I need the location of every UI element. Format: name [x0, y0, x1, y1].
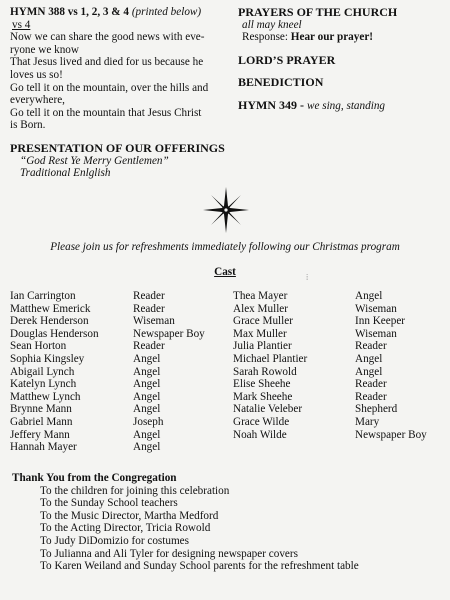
hymn-388-verse-line-3: That Jesus lived and died for us because he: [10, 56, 204, 69]
cast-roles-right: [355, 290, 427, 441]
cast-name: Douglas Henderson: [10, 327, 99, 340]
cast-role: Reader: [355, 378, 387, 391]
hymn-349-note: we sing, standing: [307, 99, 386, 112]
hymn-388-verse-line-5: Go tell it on the mountain, over the hills and: [10, 81, 209, 94]
cast-role: Angel: [133, 378, 161, 391]
cast-name: Grace Wilde: [233, 415, 290, 428]
cast-role: Angel: [133, 428, 161, 441]
thanks-item: To the Acting Director, Tricia Rowold: [40, 522, 211, 535]
cast-name: Alex Muller: [233, 302, 288, 315]
cast-name: Sean Horton: [10, 340, 67, 353]
cast-role: Wiseman: [355, 327, 397, 340]
cast-names-left: [10, 290, 99, 454]
cast-role: Angel: [133, 390, 161, 403]
cast-name: Katelyn Lynch: [10, 378, 77, 391]
cast-role: Joseph: [133, 415, 164, 428]
thanks-item: To Karen Weiland and Sunday School parents for the refreshment table: [40, 560, 359, 573]
left-column: [10, 6, 232, 180]
cast-role: Reader: [133, 340, 165, 353]
cast-name: Noah Wilde: [233, 428, 287, 441]
hymn-388-verse-line-1: Now we can share the good news with eve-: [10, 31, 205, 44]
scan-mark: ⁞: [306, 273, 309, 282]
cast-roles-left: [133, 290, 205, 454]
hymn-388-verse-line-2: ryone we know: [10, 43, 79, 56]
cast-role: Shepherd: [355, 403, 398, 416]
cast-name: Jeffery Mann: [10, 428, 70, 441]
prayers-response-label: Response:: [242, 31, 291, 44]
cast-name: Grace Muller: [233, 315, 293, 328]
cast-name: Thea Mayer: [233, 290, 288, 302]
cast-name: Michael Plantier: [233, 352, 308, 365]
cast-role: Angel: [133, 403, 161, 416]
cast-names-right: [233, 290, 307, 441]
hymn-349-title: HYMN 349 -: [238, 97, 307, 112]
cast-role: Angel: [355, 352, 383, 365]
cast-role: Reader: [133, 302, 165, 315]
right-column: [238, 6, 443, 113]
cast-name: Abigail Lynch: [10, 365, 75, 378]
hymn-388-verse-label: vs 4: [12, 18, 31, 31]
cast-name: Elise Sheehe: [233, 378, 291, 391]
cast-role: Inn Keeper: [355, 315, 406, 328]
hymn-388-verse-line-4: loves us so!: [10, 68, 63, 81]
hymn-388-title: HYMN 388 vs 1, 2, 3 & 4: [10, 6, 130, 18]
cast-name: Matthew Emerick: [10, 302, 91, 315]
offerings-origin: Traditional Enlglish: [20, 167, 111, 180]
thanks-item: To Julianna and Ali Tyler for designing newspaper covers: [40, 547, 298, 560]
cast-name: Natalie Veleber: [233, 403, 303, 416]
star-ornament-icon: [203, 187, 249, 233]
thanks-item: To the children for joining this celebration: [40, 484, 230, 497]
cast-role: Wiseman: [355, 302, 397, 315]
cast-role: Reader: [133, 290, 165, 302]
hymn-388-heading: [10, 6, 232, 19]
cast-name: Brynne Mann: [10, 403, 72, 416]
cast-name: Sarah Rowold: [233, 365, 297, 378]
cast-name: Sophia Kingsley: [10, 352, 85, 365]
lords-prayer-title: LORD’S PRAYER: [238, 52, 336, 67]
cast-name: Julia Plantier: [233, 340, 292, 353]
benediction-title: BENEDICTION: [238, 75, 324, 90]
thanks-section: [12, 472, 442, 573]
cast-role: Reader: [355, 390, 387, 403]
hymn-388-verse-line-7: Go tell it on the mountain that Jesus Christ: [10, 106, 202, 119]
cast-role: Angel: [355, 365, 383, 378]
cast-name: Matthew Lynch: [10, 390, 81, 403]
hymn-388-note: (printed below): [131, 6, 202, 18]
cast-role: Wiseman: [133, 315, 175, 328]
cast-name: Gabriel Mann: [10, 415, 73, 428]
prayers-title: PRAYERS OF THE CHURCH: [238, 5, 398, 19]
cast-title: Cast: [214, 266, 236, 278]
cast-role: Mary: [355, 415, 380, 428]
cast-role: Newspaper Boy: [355, 428, 427, 441]
thanks-item: To the Music Director, Martha Medford: [40, 509, 219, 522]
prayers-instruction: all may kneel: [242, 18, 302, 31]
cast-name: Mark Sheehe: [233, 390, 293, 403]
cast-role: Angel: [133, 365, 161, 378]
thanks-item: To the Sunday School teachers: [40, 497, 178, 510]
thanks-title: Thank You from the Congregation: [12, 472, 177, 484]
hymn-388-verse-line-6: everywhere,: [10, 94, 65, 107]
cast-role: Angel: [133, 352, 161, 365]
hymn-349-heading: [238, 99, 443, 113]
prayers-response-text: Hear our prayer!: [290, 31, 374, 44]
cast-name: Ian Carrington: [10, 290, 76, 302]
thanks-item: To Judy DiDomizio for costumes: [40, 534, 189, 547]
cast-name: Max Muller: [233, 327, 287, 340]
cast-role: Reader: [355, 340, 387, 353]
hymn-388-verse-line-8: is Born.: [10, 119, 46, 132]
cast-name: Derek Henderson: [10, 315, 89, 328]
prayers-response: [238, 31, 443, 44]
refreshments-announcement: Please join us for refreshments immediately following our Christmas program: [50, 241, 400, 253]
offerings-title: PRESENTATION OF OUR OFFERINGS: [10, 140, 225, 155]
cast-role: Newspaper Boy: [133, 327, 205, 340]
cast-name: Hannah Mayer: [10, 441, 77, 454]
cast-role: Angel: [133, 441, 161, 454]
offerings-song: “God Rest Ye Merry Gentlemen”: [20, 154, 169, 167]
cast-role: Angel: [355, 290, 383, 302]
